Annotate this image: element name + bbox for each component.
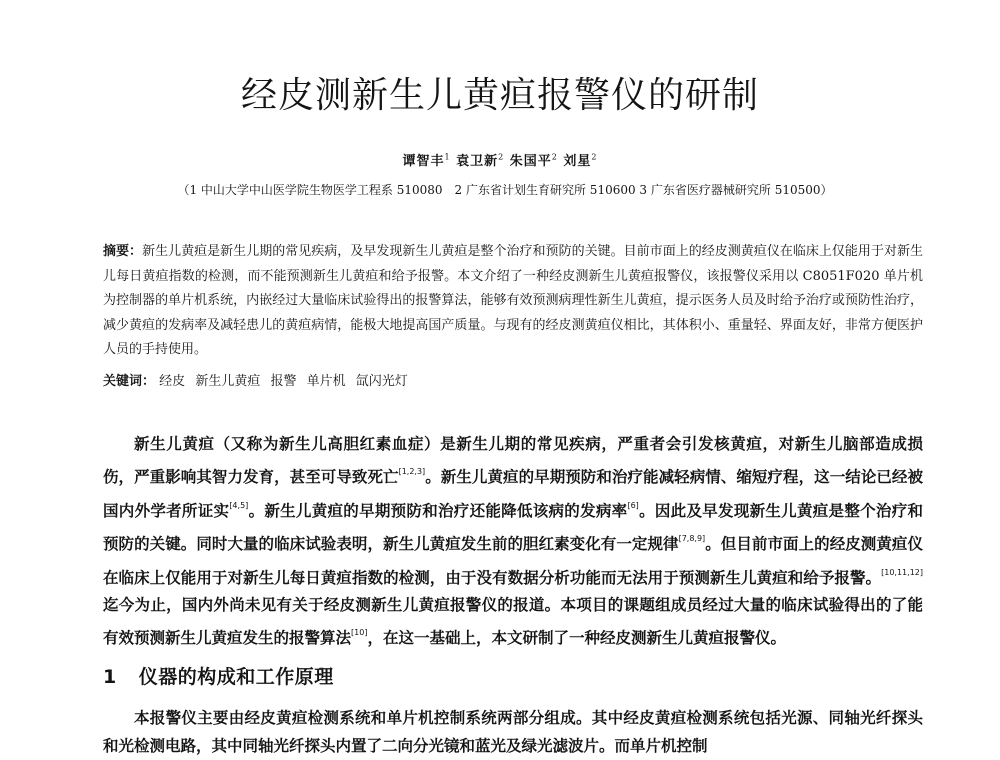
citation: [6]: [627, 500, 639, 510]
intro-text: 新生儿黄疸（又称为新生儿高胆红素血症）是新生儿期的常见疾病，严重者会引发核黄疸，对新生儿脑部造成损伤，严重影响其智力发育，甚至可导致死亡: [103, 435, 923, 487]
abstract: [103, 240, 923, 363]
paper-title: 经皮测新生儿黄疸报警仪的研制: [240, 75, 759, 116]
author-name: 朱国平: [509, 154, 552, 169]
intro-text: 。新生儿黄疸的早期预防和治疗还能降低该病的发病率: [248, 501, 628, 520]
author-name: 刘星: [563, 154, 592, 169]
intro-text: 。新生儿黄疸的早期预防和治疗能减轻病情、缩短疗程，这一结论已经被国内外学者所证实: [103, 468, 923, 520]
intro-text: 。但目前市面上的经皮测黄疸仪在临床上仅能用于对新生儿每日黄疸指数的检测，由于没有数据分析功能而无法用于预测新生儿黄疸和给予报警。: [103, 535, 923, 587]
intro-paragraph: [103, 431, 923, 653]
affiliations: （1 中山大学中山医学院生物医学工程系 510080 2 广东省计划生育研究所 510600 3 广东省医疗器械研究所 510500）: [177, 183, 833, 197]
keyword: 经皮: [159, 374, 186, 389]
author-affiliation-mark: 2: [551, 152, 558, 162]
keyword: 单片机: [306, 374, 346, 389]
citation: [10]: [351, 628, 368, 638]
section-number: 1: [103, 666, 117, 688]
author-name: 袁卫新: [456, 154, 499, 169]
keyword: 新生儿黄疸: [195, 374, 261, 389]
keywords: [103, 372, 923, 392]
abstract-text: 新生儿黄疸是新生儿期的常见疾病，及早发现新生儿黄疸是整个治疗和预防的关键。目前市面上的经皮测黄疸仪在临床上仅能用于对新生儿每日黄疸指数的检测，而不能预测新生儿黄疸和给予报警。本文介绍了一种经皮测新生儿黄疸报警仪，该报警仪采用以 C8051F020 单片机为控制器的单片机系统，内嵌经过大量临床试验得出的报警算法，能够有效预测病理性新生儿黄疸，提示医务人员及时给予治疗或预防性治疗，减少黄疸的发病率及减轻患儿的黄疸病情，能极大地提高国产质量。与现有的经皮测黄疸仪相比，其体积小、重量轻、界面友好，非常方便医护人员的手持使用。: [103, 244, 923, 358]
intro-text: 迄今为止，国内外尚未见有关于经皮测新生儿黄疸报警仪的报道。本项目的课题组成员经过大量的临床试验得出的了能有效预测新生儿黄疸发生的报警算法: [103, 596, 923, 648]
section-title: 仪器的构成和工作原理: [138, 666, 334, 688]
section-heading: [103, 662, 334, 689]
keywords-label: 关键词：: [103, 374, 156, 389]
keyword: 报警: [270, 374, 297, 389]
citation: [1,2,3]: [398, 467, 426, 477]
abstract-label: 摘要：: [103, 244, 143, 259]
citation: [10,11,12]: [881, 567, 923, 577]
keyword: 氙闪光灯: [355, 374, 408, 389]
citation: [4,5]: [229, 500, 249, 510]
intro-text: ，在这一基础上，本文研制了一种经皮测新生儿黄疸报警仪。: [367, 629, 786, 648]
author-list: [0, 150, 1000, 169]
section-paragraph: 本报警仪主要由经皮黄疸检测系统和单片机控制系统两部分组成。其中经皮黄疸检测系统包括光源、同轴光纤探头和光检测电路，其中同轴光纤探头内置了二向分光镜和蓝光及绿光滤波片。而单片机控制: [103, 709, 923, 755]
intro-text: 。因此及早发现新生儿黄疸是整个治疗和预防的关键。同时大量的临床试验表明，新生儿黄疸发生前的胆红素变化有一定规律: [103, 501, 923, 554]
author-affiliation-mark: 1: [444, 152, 451, 162]
author-name: 谭智丰: [402, 154, 445, 169]
author-affiliation-mark: 2: [591, 152, 598, 162]
author-affiliation-mark: 2: [498, 152, 505, 162]
citation: [7,8,9]: [678, 534, 706, 544]
